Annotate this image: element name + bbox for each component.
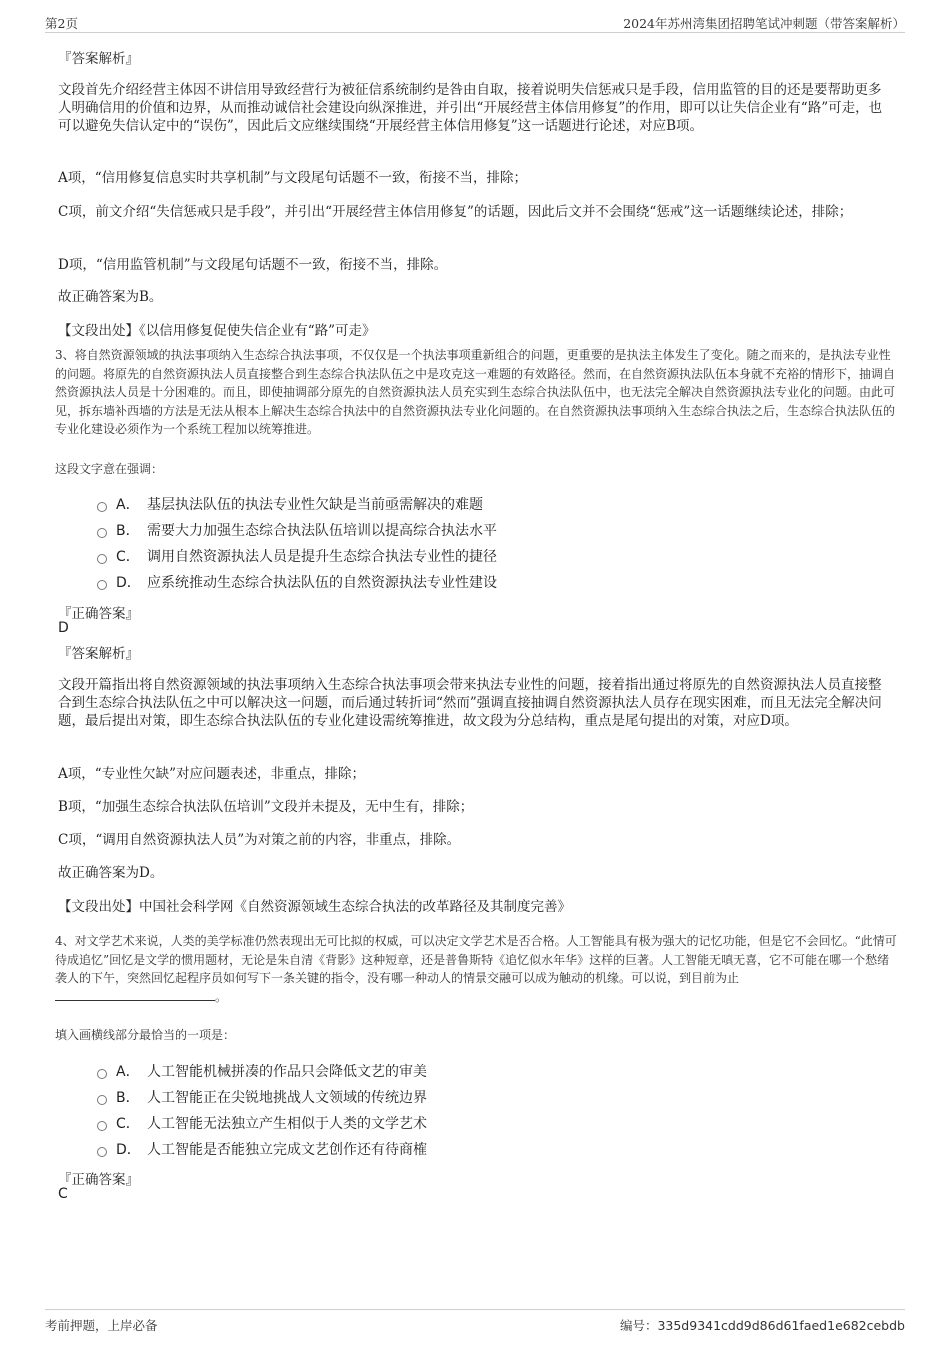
code-value: 335d9341cdd9d86d61faed1e682cebdb	[657, 1318, 905, 1333]
option-letter: D．	[116, 575, 141, 591]
q4-question-end: 。	[215, 989, 228, 1004]
q4-question-text	[55, 932, 897, 1006]
option-text: 基层执法队伍的执法专业性欠缺是当前亟需解决的难题	[147, 497, 483, 513]
q4-option-b[interactable]	[97, 1087, 427, 1113]
q4-option-c[interactable]	[97, 1113, 427, 1139]
q4-prompt: 填入画横线部分最恰当的一项是：	[55, 1028, 236, 1042]
option-text: 人工智能是否能独立完成文艺创作还有待商榷	[147, 1142, 427, 1158]
option-text: 应系统推动生态综合执法队伍的自然资源执法专业性建设	[147, 575, 497, 591]
page-number: 第2页	[45, 16, 78, 31]
radio-icon[interactable]	[97, 502, 107, 512]
fill-blank	[55, 988, 215, 1001]
q2-option-c-note: C项，前文介绍“失信惩戒只是手段”，并引出“开展经营主体信用修复”的话题，因此后文并不会围绕“惩戒”这一话题继续论述，排除；	[58, 204, 853, 220]
q3-option-a[interactable]	[97, 494, 497, 520]
q3-option-c[interactable]	[97, 546, 497, 572]
q3-analysis-text: 文段开篇指出将自然资源领域的执法事项纳入生态综合执法事项会带来执法专业性的问题，接着指出通过将原先的自然资源执法人员直接整合到生态综合执法队伍之中可以解决这一问题，而后通过转折词“然而”强调直接抽调自然资源执法人员存在现实困难，而且无法完全解决问题，最后提出对策，即生态综合执法队伍的专业化建设需统筹推进，故文段为分总结构，重点是尾句提出的对策，对应D项。	[58, 677, 882, 729]
option-letter: D．	[116, 1142, 141, 1158]
code-label: 编号：	[619, 1318, 658, 1333]
q3-analysis-label: 『答案解析』	[58, 646, 139, 662]
document-code	[620, 1316, 905, 1334]
q2-source: 【文段出处】《以信用修复促使失信企业有“路”可走》	[58, 323, 376, 339]
q3-options	[97, 494, 497, 598]
option-text: 人工智能机械拼凑的作品只会降低文艺的审美	[147, 1064, 427, 1080]
option-letter: C．	[116, 1116, 140, 1132]
page-footer	[45, 1309, 905, 1338]
radio-icon[interactable]	[97, 1121, 107, 1131]
option-letter: A．	[116, 1064, 140, 1080]
radio-icon[interactable]	[97, 528, 107, 538]
option-letter: B．	[116, 1090, 140, 1106]
q2-option-a-note: A项，“信用修复信息实时共享机制”与文段尾句话题不一致，衔接不当，排除；	[58, 170, 528, 186]
q3-option-a-note: A项，“专业性欠缺”对应问题表述，非重点，排除；	[58, 766, 366, 782]
q3-option-c-note: C项，“调用自然资源执法人员”为对策之前的内容，非重点，排除。	[58, 832, 461, 848]
q2-option-d-note: D项，“信用监管机制”与文段尾句话题不一致，衔接不当，排除。	[58, 257, 448, 273]
radio-icon[interactable]	[97, 1095, 107, 1105]
q4-correct-label: 『正确答案』	[58, 1172, 139, 1188]
q3-correct-label: 『正确答案』	[58, 606, 139, 622]
q4-option-d[interactable]	[97, 1139, 427, 1165]
radio-icon[interactable]	[97, 554, 107, 564]
q3-option-b-note: B项，“加强生态综合执法队伍培训”文段并未提及，无中生有，排除；	[58, 799, 474, 815]
radio-icon[interactable]	[97, 580, 107, 590]
q4-option-a[interactable]	[97, 1061, 427, 1087]
footer-slogan: 考前押题，上岸必备	[45, 1318, 158, 1333]
option-letter: A．	[116, 497, 140, 513]
option-text: 调用自然资源执法人员是提升生态综合执法专业性的捷径	[147, 549, 497, 565]
option-text: 人工智能无法独立产生相似于人类的文学艺术	[147, 1116, 427, 1132]
q2-conclusion: 故正确答案为B。	[58, 289, 163, 305]
q3-source: 【文段出处】中国社会科学网《自然资源领域生态综合执法的改革路径及其制度完善》	[58, 899, 571, 915]
option-text: 人工智能正在尖锐地挑战人文领域的传统边界	[147, 1090, 427, 1106]
q3-question-text: 3、将自然资源领域的执法事项纳入生态综合执法事项，不仅仅是一个执法事项重新组合的问题，更重要的是执法主体发生了变化。随之而来的，是执法专业性的问题。将原先的自然资源执法人员直接整合到生态综合执法队伍之中是攻克这一难题的有效路径。然而，在自然资源执法队伍本身就不充裕的情形下，抽调自然资源执法人员是十分困难的。而且，即使抽调部分原先的自然资源执法人员充实到生态综合执法队伍中，也无法完全解决自然资源执法专业化的问题。由此可见，拆东墙补西墙的方法是无法从根本上解决生态综合执法中的自然资源执法专业化问题的。在自然资源执法事项纳入生态综合执法之后，生态综合执法队伍的专业化建设必须作为一个系统工程加以统筹推进。	[55, 348, 896, 436]
option-letter: C．	[116, 549, 140, 565]
option-letter: B．	[116, 523, 140, 539]
q4-options	[97, 1061, 427, 1165]
option-text: 需要大力加强生态综合执法队伍培训以提高综合执法水平	[147, 523, 497, 539]
radio-icon[interactable]	[97, 1069, 107, 1079]
document-title: 2024年苏州湾集团招聘笔试冲刺题（带答案解析）	[623, 16, 905, 31]
q3-option-d[interactable]	[97, 572, 497, 598]
q3-conclusion: 故正确答案为D。	[58, 865, 164, 881]
q2-analysis-text: 文段首先介绍经营主体因不讲信用导致经营行为被征信系统制约是咎由自取，接着说明失信惩戒只是手段，信用监管的目的还是要帮助更多人明确信用的价值和边界，从而推动诚信社会建设向纵深推进，并引出“开展经营主体信用修复”的作用，即可以让失信企业有“路”可走，也可以避免失信认定中的“误伤”，因此后文应继续围绕“开展经营主体信用修复”这一话题进行论述，对应B项。	[58, 82, 883, 134]
q2-analysis-label: 『答案解析』	[58, 51, 139, 67]
q3-option-b[interactable]	[97, 520, 497, 546]
q3-prompt: 这段文字意在强调：	[55, 462, 164, 476]
q3-answer: D	[58, 620, 69, 636]
page-header	[45, 12, 905, 33]
q4-answer: C	[58, 1186, 68, 1202]
radio-icon[interactable]	[97, 1147, 107, 1157]
q4-question-body: 4、对文学艺术来说，人类的美学标准仍然表现出无可比拟的权威，可以决定文学艺术是否合格。人工智能具有极为强大的记忆功能，但是它不会回忆。“此情可待成追忆”回忆是文学的惯用题材，无论是朱自清《背影》这种短章，还是普鲁斯特《追忆似水年华》这样的巨著。人工智能无嗔无喜，它不可能在哪一个愁绪袭人的下午，突然回忆起程序员如何写下一条关键的指令，没有哪一种动人的情景交融可以成为触动的机缘。可以说，到目前为止	[55, 934, 897, 985]
